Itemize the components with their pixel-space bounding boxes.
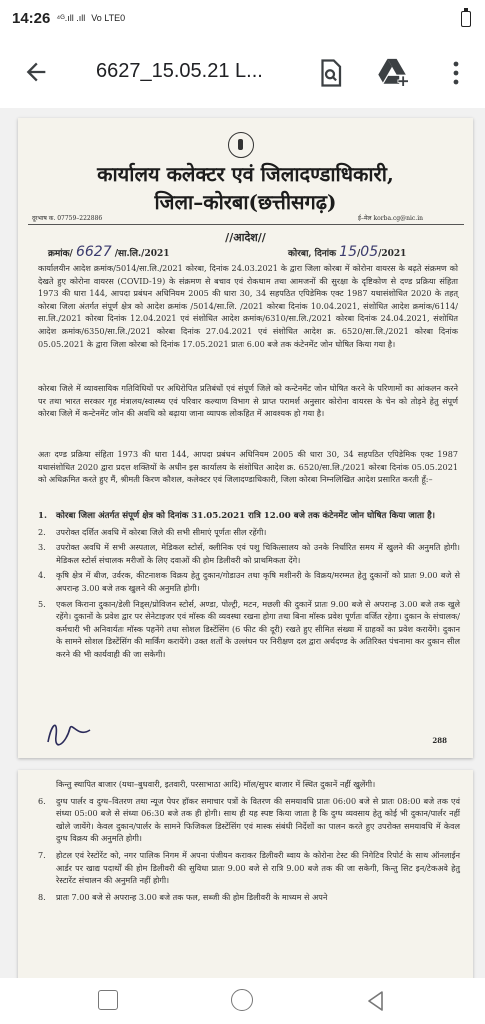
date-prefix: कोरबा, दिनांक — [288, 249, 337, 259]
home-circle-icon[interactable] — [231, 989, 253, 1011]
date-day: 15 — [339, 244, 357, 260]
item-text: उपरोक्त अवधि में सभी अस्पताल, मेडिकल स्टोर्स, क्लीनिक एवं पशु चिकित्सालय को उनके निर्धारित समय में खुलने की अनुमति होगी। मेडिकल स्टोर्स संचालक मरीजों के लिए दवाओं की होम डिलीवरी को प्राथमिकता देंगे। — [56, 542, 460, 565]
item-text: दुग्ध पार्लर व दुग्ध–वितरण तथा न्यूज पेपर हॉकर समाचार पत्रों के वितरण की समयावधि प्रातः 06:00 बजे से प्रातः 08:00 बजे तक एवं संध्या 05:00 बजे से संध्या 06:30 बजे तक ही होगी। साथ ही यह स्पष्ट किया जाता है कि दुग्ध व्यवसाय हेतु कोई भी दुकान/पार्लर नहीं खोले जायेंगे। केवल दुकान/पार्लर के सामने फिजिकल डिस्टेंसिंग एवं मास्क संबंधी निर्देशों का पालन करते हुए उपरोक्त समयावधि में केवल दुग्ध विक्रय की अनुमति होगी। — [56, 795, 460, 844]
item-text: उपरोक्त दर्शित अवधि में कोरबा जिले की सभी सीमाएं पूर्णतः सील रहेंगी। — [56, 526, 267, 537]
order-paragraph-1: कार्यालयीन आदेश क्रमांक/5014/सा.लि./2021 कोरबा, दिनांक 24.03.2021 के द्वारा जिला कोरबा में कोरोना वायरस के बढ़ते संक्रमण को देखते हुए कोरोना वायरस (COVID-19) के संक्रमण से बचाव एवं रोकथाम तथा आमजनों की सुरक्षा के दृष्टिकोण से दण्ड प्रक्रिया संहिता 1973 की धारा 144, आपदा प्रबंधन अधिनियम 2005 की धारा 30, 34 सहपठित एपिडेमिक एक्ट 1987 यथासंशोधित 2020 के तहत् कोरबा जिला अंतर्गत संपूर्ण क्षेत्र को आदेश क्रमांक /5014/सा.लि. /2021 कोरबा दिनांक 10.04.2021, संशोधित आदेश क्रमांक/6114/सा.लि./2021 कोरबा दिनांक 12.04.2021 एवं संशोधित आदेश क्रमांक/6310/सा.लि./2021 कोरबा दिनांक 24.04.2021, संशोधित आदेश क्रमांक/6350/सा.लि./2021 कोरबा दिनांक 27.04.2021 एवं संशोधित आदेश क्र. 6520/सा.लि./2021 कोरबा दिनांक 05.05.2021 के द्वारा जिला कोरबा को दिनांक 17.05.2021 प्रातः 6.00 बजे तक कंटेनमेंट जोन घोषित किया गया है। — [38, 263, 458, 349]
item-text: एकल किराना दुकान/डेली निड्स/प्रोविजन स्टोर्स, अण्डा, पोल्ट्री, मटन, मछली की दुकानें प्रातः 9.00 बजे से अपरान्ह 3.00 बजे तक खुले रहेंगे। दुकानों के प्रवेश द्वार पर सेनेटाइजर एवं मॉस्क की व्यवस्था रखना होगा तथा बिना मॉस्क प्रवेश पूर्णतः वर्जित रहेगा। दुकान के संचालक/कर्मचारी भी अनिवार्यतः मॉस्क पहनेंगे तथा सोशल डिस्टेंसिंग (6 फीट की दूरी) रखते हुए सीमित संख्या में ग्राहकों का प्रवेश करायेंगे। दुकान के सामने सोशल डिस्टेंसिंग की मार्किंग करायेंगे। उक्त शर्तों के उल्लंघन पर निरीक्षण दल द्वारा अर्थदण्ड के अतिरिक्त पंचनामा कर दुकान सील करने की भी कार्यवाही की जा सकेगी। — [56, 598, 460, 659]
item-number: 3. — [38, 542, 46, 553]
list-item — [38, 541, 460, 566]
more-vert-icon[interactable] — [446, 58, 466, 88]
order-paragraph-2: कोरबा जिले में व्यावसायिक गतिविधियों पर अधिरोपित प्रतिबंधों एवं संपूर्ण जिले को कन्टेनमेंट जोन घोषित करने के परिणामों का आंकलन करने पर तथा भारत सरकार गृह मंत्रालय/स्वास्थ्य एवं परिवार कल्याण विभाग से प्राप्त परामर्श अनुसार कोरोना वायरस के चेन को तोड़ने हेतु संपूर्ण कोरबा जिले में कन्टेनमेंट जोन की अवधि को बढ़ाया जाना व्यापक लोकहित में आवश्यक हो गया है। — [38, 383, 458, 419]
list-item — [38, 569, 460, 594]
page-number: 288 — [432, 736, 447, 745]
add-to-drive-icon[interactable] — [377, 56, 411, 88]
list-item — [38, 778, 460, 791]
arrow-back-icon[interactable] — [22, 58, 50, 86]
order-number-line — [48, 244, 170, 260]
item-number: 1. — [38, 511, 47, 521]
document-viewer[interactable] — [0, 108, 485, 978]
list-item — [38, 891, 460, 904]
list-item — [38, 795, 460, 845]
order-items-list — [38, 510, 460, 664]
item-number: 5. — [38, 598, 46, 609]
item-number: 4. — [38, 570, 46, 581]
office-title-line1: कार्यालय कलेक्टर एवं जिलादण्डाधिकारी, — [97, 162, 394, 186]
order-suffix: /सा.लि./2021 — [114, 249, 170, 259]
item-number: 2. — [38, 526, 46, 537]
status-time: 14:26 — [12, 9, 51, 27]
search-document-icon[interactable] — [315, 58, 345, 88]
item-number: 8. — [38, 891, 46, 902]
list-item — [38, 598, 460, 661]
office-email: ई–मेल korba.cg@nic.in — [358, 215, 423, 222]
document-page-1 — [18, 118, 473, 758]
list-item — [38, 526, 460, 539]
item-text: कृषि क्षेत्र में बीज, उर्वरक, कीटनाशक विक्रय हेतु दुकान/गोडाउन तथा कृषि मशीनरी के विक्रय/मरम्मत हेतु दुकानों को प्रातः 9.00 बजे से अपरान्ह 3.00 बजे तक खुलने की अनुमति होगी। — [56, 570, 460, 593]
document-page-2 — [18, 770, 473, 978]
back-triangle-icon[interactable] — [364, 989, 388, 1013]
order-number: 6627 — [75, 244, 112, 260]
order-items-list-continued — [38, 778, 460, 907]
signal-strength-icon: ⁴ᴳ.ıll .ıll — [56, 13, 86, 23]
list-item — [38, 849, 460, 887]
volte-indicator: Vo LTE0 — [91, 13, 126, 23]
order-prefix: क्रमांक/ — [48, 249, 73, 259]
date-year: /2021 — [378, 249, 407, 259]
office-phone: दूरभाष क. 07759–222886 — [32, 215, 103, 222]
office-title-line2: जिला–कोरबा(छत्तीसगढ़) — [154, 190, 337, 214]
order-paragraph-3: अतः दण्ड प्रक्रिया संहिता 1973 की धारा 144, आपदा प्रबंधन अधिनियम 2005 की धारा 30, 34 सहपठित एपिडेमिक एक्ट 1987 यथासंशोधित 2020 द्वारा प्रदत्त शक्तियों के अधीन इस कार्यालय के संशोधित आदेश क्र. 6520/सा.लि./2021 कोरबा दिनांक 05.05.2021 को अधिक्रमित करते हुए मैं, श्रीमती किरण कौशल, कलेक्टर एवं जिलादण्डाधिकारी, जिला कोरबा निम्नलिखित आदेश प्रसारित करती हूँ:– — [38, 449, 458, 485]
status-bar — [0, 0, 485, 36]
item-text: कोरबा जिला अंतर्गत संपूर्ण क्षेत्र को दिनांक 31.05.2021 रात्रि 12.00 बजे तक कंटेनमेंट जोन घोषित किया जाता है। — [56, 511, 435, 521]
document-title: 6627_15.05.21 L... — [96, 60, 263, 82]
item-text: प्रातः 7.00 बजे से अपरान्ह 3.00 बजे तक फल, सब्जी की होम डिलीवरी के माध्यम से अपने — [56, 891, 328, 902]
date-month: 05 — [360, 244, 379, 260]
item-number: 6. — [38, 795, 46, 806]
order-heading: //आदेश// — [225, 231, 266, 244]
header-divider — [28, 224, 464, 225]
item-text: होटल एवं रेस्टोरेंट को, नगर पालिक निगम में अपना पंजीयन कराकर डिलीवरी ब्वाय के कोरोना टेस्ट की निगेटिव रिपोर्ट के साथ ऑनलाईन आर्डर पर खाद्य पदार्थों की होम डिलीवरी की सुविधा प्रातः 9.00 बजे से रात्रि 9.00 बजे तक की जा सकेगी, किन्तु सिट इन/टेकअवे हेतु रेस्टारेंट संचालन की अनुमति नहीं होगी। — [56, 849, 460, 886]
app-bar — [0, 40, 485, 104]
government-emblem-icon — [228, 132, 254, 158]
battery-icon — [461, 11, 471, 27]
list-item — [38, 510, 460, 523]
signature-mark — [44, 718, 94, 748]
item-number — [38, 778, 56, 791]
item-text: किन्तु स्थापित बाजार (यथा–बुधवारी, इतवारी, परसाभाठा आदि) मॉल/सुपर बाजार में स्थित दुकानें नहीं खुलेंगी। — [56, 779, 376, 789]
order-date-line: कोरबा, दिनांक 15/05/2021 — [288, 244, 407, 260]
item-number: 7. — [38, 849, 46, 860]
recents-square-icon[interactable] — [98, 990, 118, 1010]
system-nav-bar — [0, 978, 485, 1024]
